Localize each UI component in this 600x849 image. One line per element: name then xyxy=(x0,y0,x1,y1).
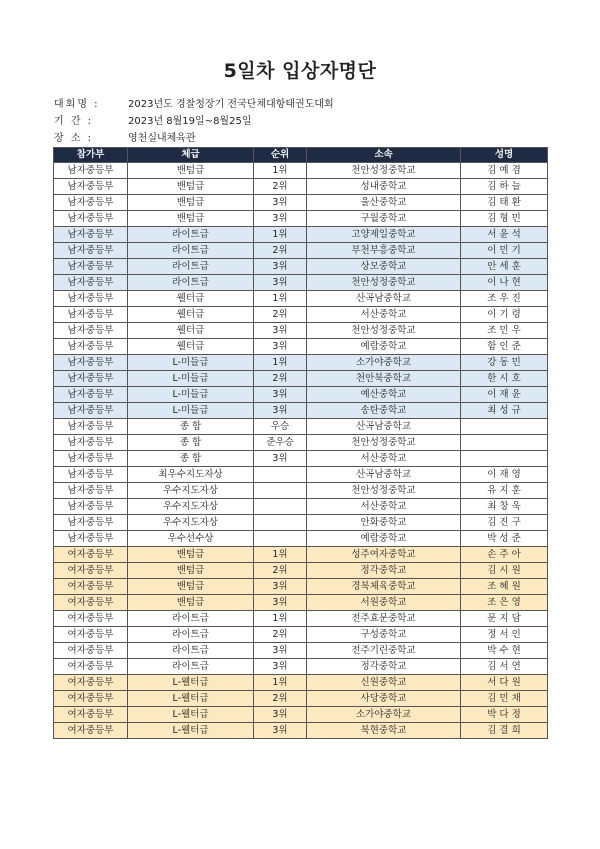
cell-rank: 2위 xyxy=(254,371,307,387)
cell-team: 서산중학교 xyxy=(307,307,461,323)
cell-division: 남자중등부 xyxy=(54,211,128,227)
table-row xyxy=(54,707,548,723)
cell-division: 남자중등부 xyxy=(54,243,128,259)
cell-rank: 1위 xyxy=(254,291,307,307)
cell-rank: 2위 xyxy=(254,627,307,643)
cell-team: 부천부흥중학교 xyxy=(307,243,461,259)
cell-team: 천안성정중학교 xyxy=(307,163,461,179)
cell-rank xyxy=(254,483,307,499)
cell-weight: 밴텀급 xyxy=(128,211,254,227)
cell-weight: 밴텀급 xyxy=(128,195,254,211)
cell-division: 남자중등부 xyxy=(54,419,128,435)
cell-team: 경북체육중학교 xyxy=(307,579,461,595)
cell-rank xyxy=(254,499,307,515)
cell-division: 여자중등부 xyxy=(54,691,128,707)
cell-weight: L-미들급 xyxy=(128,387,254,403)
cell-rank: 1위 xyxy=(254,547,307,563)
cell-team: 산곡남중학교 xyxy=(307,467,461,483)
info-row-venue xyxy=(54,130,334,147)
cell-team: 전주기린중학교 xyxy=(307,643,461,659)
cell-rank: 1위 xyxy=(254,227,307,243)
cell-rank: 1위 xyxy=(254,675,307,691)
table-row xyxy=(54,419,548,435)
table-row xyxy=(54,595,548,611)
cell-division: 여자중등부 xyxy=(54,611,128,627)
cell-rank: 3위 xyxy=(254,595,307,611)
page-title: 5일차 입상자명단 xyxy=(223,60,377,82)
cell-weight: L-웰터급 xyxy=(128,707,254,723)
cell-weight: L-웰터급 xyxy=(128,723,254,739)
table-row xyxy=(54,387,548,403)
cell-weight: 라이트급 xyxy=(128,227,254,243)
cell-division: 남자중등부 xyxy=(54,371,128,387)
cell-team: 소가야중학교 xyxy=(307,355,461,371)
table-row xyxy=(54,307,548,323)
table-row xyxy=(54,195,548,211)
cell-division: 여자중등부 xyxy=(54,707,128,723)
cell-rank: 3위 xyxy=(254,323,307,339)
cell-weight: 웰터급 xyxy=(128,291,254,307)
cell-division: 여자중등부 xyxy=(54,643,128,659)
cell-name: 조 혜 원 xyxy=(461,579,548,595)
column-header-division: 참가부 xyxy=(54,148,128,163)
column-header-rank: 순위 xyxy=(254,148,307,163)
cell-rank: 3위 xyxy=(254,707,307,723)
cell-team: 천안성정중학교 xyxy=(307,323,461,339)
cell-division: 남자중등부 xyxy=(54,291,128,307)
cell-division: 여자중등부 xyxy=(54,675,128,691)
cell-team: 안화중학교 xyxy=(307,515,461,531)
cell-rank: 3위 xyxy=(254,451,307,467)
cell-weight: 웰터급 xyxy=(128,307,254,323)
cell-rank: 준우승 xyxy=(254,435,307,451)
cell-team: 서산중학교 xyxy=(307,451,461,467)
cell-weight: 밴텀급 xyxy=(128,179,254,195)
cell-team: 성주여자중학교 xyxy=(307,547,461,563)
table-row xyxy=(54,659,548,675)
cell-weight: 종 합 xyxy=(128,435,254,451)
cell-name: 문 지 담 xyxy=(461,611,548,627)
cell-division: 남자중등부 xyxy=(54,307,128,323)
cell-division: 남자중등부 xyxy=(54,515,128,531)
table-row xyxy=(54,675,548,691)
cell-rank: 2위 xyxy=(254,563,307,579)
cell-division: 여자중등부 xyxy=(54,723,128,739)
cell-team: 서산중학교 xyxy=(307,499,461,515)
cell-division: 여자중등부 xyxy=(54,595,128,611)
cell-team: 산곡남중학교 xyxy=(307,419,461,435)
cell-division: 남자중등부 xyxy=(54,355,128,371)
cell-name: 정 서 인 xyxy=(461,627,548,643)
cell-team: 소가야중학교 xyxy=(307,707,461,723)
cell-rank: 3위 xyxy=(254,643,307,659)
table-row xyxy=(54,579,548,595)
table-row xyxy=(54,179,548,195)
cell-team: 예산중학교 xyxy=(307,387,461,403)
cell-rank xyxy=(254,515,307,531)
cell-weight: 라이트급 xyxy=(128,627,254,643)
table-row xyxy=(54,227,548,243)
cell-rank: 2위 xyxy=(254,307,307,323)
table-row xyxy=(54,339,548,355)
cell-name: 김 하 늘 xyxy=(461,179,548,195)
cell-division: 남자중등부 xyxy=(54,163,128,179)
cell-weight: 라이트급 xyxy=(128,659,254,675)
table-header-row xyxy=(54,148,548,163)
table-row xyxy=(54,723,548,739)
cell-name: 조 은 영 xyxy=(461,595,548,611)
table-row xyxy=(54,643,548,659)
cell-team: 예람중학교 xyxy=(307,339,461,355)
cell-name: 이 나 현 xyxy=(461,275,548,291)
info-label: 장 소 : xyxy=(54,133,94,144)
cell-name: 김 시 원 xyxy=(461,563,548,579)
cell-rank: 1위 xyxy=(254,163,307,179)
cell-rank: 3위 xyxy=(254,211,307,227)
cell-rank: 3위 xyxy=(254,387,307,403)
cell-rank: 우승 xyxy=(254,419,307,435)
cell-name: 이 재 영 xyxy=(461,467,548,483)
cell-name: 박 성 준 xyxy=(461,531,548,547)
cell-rank: 1위 xyxy=(254,611,307,627)
cell-name: 함 인 준 xyxy=(461,339,548,355)
cell-name: 김 서 연 xyxy=(461,659,548,675)
cell-division: 남자중등부 xyxy=(54,323,128,339)
results-table-body xyxy=(54,163,548,739)
table-row xyxy=(54,435,548,451)
cell-name: 조 민 우 xyxy=(461,323,548,339)
cell-name: 이 민 기 xyxy=(461,243,548,259)
cell-team: 전주효문중학교 xyxy=(307,611,461,627)
cell-name: 조 우 진 xyxy=(461,291,548,307)
table-row xyxy=(54,547,548,563)
cell-team: 천안성정중학교 xyxy=(307,435,461,451)
cell-team: 울산중학교 xyxy=(307,195,461,211)
cell-team: 예람중학교 xyxy=(307,531,461,547)
cell-team: 구월중학교 xyxy=(307,211,461,227)
cell-division: 여자중등부 xyxy=(54,547,128,563)
cell-division: 여자중등부 xyxy=(54,563,128,579)
results-table xyxy=(53,147,548,739)
cell-rank xyxy=(254,531,307,547)
cell-weight: L-웰터급 xyxy=(128,675,254,691)
cell-weight: 종 합 xyxy=(128,451,254,467)
table-row xyxy=(54,515,548,531)
cell-name: 김 민 채 xyxy=(461,691,548,707)
cell-name: 이 기 령 xyxy=(461,307,548,323)
cell-name: 김 형 민 xyxy=(461,211,548,227)
cell-name: 최 창 욱 xyxy=(461,499,548,515)
cell-name: 김 태 환 xyxy=(461,195,548,211)
cell-team: 서원중학교 xyxy=(307,595,461,611)
column-header-team: 소속 xyxy=(307,148,461,163)
cell-rank: 3위 xyxy=(254,723,307,739)
cell-division: 남자중등부 xyxy=(54,403,128,419)
table-row xyxy=(54,467,548,483)
cell-team: 성내중학교 xyxy=(307,179,461,195)
cell-rank: 3위 xyxy=(254,259,307,275)
cell-name: 손 주 아 xyxy=(461,547,548,563)
table-row xyxy=(54,403,548,419)
cell-team: 천안성정중학교 xyxy=(307,275,461,291)
table-row xyxy=(54,691,548,707)
cell-team: 신원중학교 xyxy=(307,675,461,691)
cell-name: 이 재 윤 xyxy=(461,387,548,403)
cell-weight: 웰터급 xyxy=(128,339,254,355)
cell-team: 구성중학교 xyxy=(307,627,461,643)
cell-weight: 밴텀급 xyxy=(128,579,254,595)
cell-division: 남자중등부 xyxy=(54,227,128,243)
cell-weight: 라이트급 xyxy=(128,259,254,275)
table-row xyxy=(54,275,548,291)
cell-division: 여자중등부 xyxy=(54,659,128,675)
cell-division: 남자중등부 xyxy=(54,275,128,291)
cell-weight: 라이트급 xyxy=(128,611,254,627)
cell-name: 최 성 규 xyxy=(461,403,548,419)
cell-division: 남자중등부 xyxy=(54,451,128,467)
table-row xyxy=(54,291,548,307)
cell-team: 송탄중학교 xyxy=(307,403,461,419)
cell-division: 남자중등부 xyxy=(54,179,128,195)
cell-division: 남자중등부 xyxy=(54,499,128,515)
cell-weight: 우수지도자상 xyxy=(128,515,254,531)
cell-division: 남자중등부 xyxy=(54,483,128,499)
cell-team: 천안북중학교 xyxy=(307,371,461,387)
cell-name: 김 진 구 xyxy=(461,515,548,531)
cell-name: 박 수 현 xyxy=(461,643,548,659)
cell-name xyxy=(461,451,548,467)
cell-weight: L-미들급 xyxy=(128,355,254,371)
cell-division: 여자중등부 xyxy=(54,627,128,643)
table-row xyxy=(54,211,548,227)
table-row xyxy=(54,163,548,179)
cell-weight: 종 합 xyxy=(128,419,254,435)
info-value: 2023년도 경찰청장기 전국단체대항태권도대회 xyxy=(128,99,334,110)
info-label: 대회명 : xyxy=(54,99,100,110)
cell-team: 북현중학교 xyxy=(307,723,461,739)
table-row xyxy=(54,483,548,499)
cell-name: 한 시 호 xyxy=(461,371,548,387)
table-row xyxy=(54,499,548,515)
cell-division: 남자중등부 xyxy=(54,195,128,211)
info-row-period xyxy=(54,113,334,130)
table-row xyxy=(54,259,548,275)
cell-team: 정각중학교 xyxy=(307,659,461,675)
cell-rank: 3위 xyxy=(254,579,307,595)
table-row xyxy=(54,371,548,387)
cell-team: 산곡남중학교 xyxy=(307,291,461,307)
cell-rank xyxy=(254,467,307,483)
info-value: 영천실내체육관 xyxy=(128,133,196,144)
cell-name: 안 세 훈 xyxy=(461,259,548,275)
cell-division: 남자중등부 xyxy=(54,435,128,451)
cell-weight: 밴텀급 xyxy=(128,563,254,579)
cell-division: 남자중등부 xyxy=(54,531,128,547)
cell-weight: L-미들급 xyxy=(128,403,254,419)
cell-weight: 밴텀급 xyxy=(128,163,254,179)
info-row-event xyxy=(54,96,334,113)
cell-name: 박 다 정 xyxy=(461,707,548,723)
cell-weight: 웰터급 xyxy=(128,323,254,339)
cell-rank: 3위 xyxy=(254,195,307,211)
table-row xyxy=(54,611,548,627)
cell-team: 상모중학교 xyxy=(307,259,461,275)
cell-weight: L-웰터급 xyxy=(128,691,254,707)
column-header-weight: 체급 xyxy=(128,148,254,163)
table-row xyxy=(54,627,548,643)
cell-weight: 우수선수상 xyxy=(128,531,254,547)
cell-weight: 우수지도자상 xyxy=(128,499,254,515)
cell-name xyxy=(461,419,548,435)
cell-rank: 2위 xyxy=(254,179,307,195)
table-row xyxy=(54,451,548,467)
cell-team: 고양제일중학교 xyxy=(307,227,461,243)
cell-name: 김 결 희 xyxy=(461,723,548,739)
cell-name: 서 다 원 xyxy=(461,675,548,691)
column-header-name: 성명 xyxy=(461,148,548,163)
cell-division: 남자중등부 xyxy=(54,259,128,275)
table-row xyxy=(54,243,548,259)
cell-weight: 라이트급 xyxy=(128,275,254,291)
cell-weight: 밴텀급 xyxy=(128,595,254,611)
cell-weight: 최우수지도자상 xyxy=(128,467,254,483)
cell-team: 사당중학교 xyxy=(307,691,461,707)
cell-team: 천안성정중학교 xyxy=(307,483,461,499)
cell-rank: 2위 xyxy=(254,243,307,259)
table-row xyxy=(54,323,548,339)
cell-rank: 3위 xyxy=(254,403,307,419)
cell-name: 강 동 민 xyxy=(461,355,548,371)
cell-rank: 3위 xyxy=(254,275,307,291)
table-row xyxy=(54,355,548,371)
cell-team: 정각중학교 xyxy=(307,563,461,579)
cell-name: 김 예 겸 xyxy=(461,163,548,179)
table-row xyxy=(54,531,548,547)
cell-division: 여자중등부 xyxy=(54,579,128,595)
info-value: 2023년 8월19일~8월25일 xyxy=(128,116,252,127)
cell-weight: 라이트급 xyxy=(128,643,254,659)
cell-rank: 3위 xyxy=(254,659,307,675)
info-label: 기 간 : xyxy=(54,116,94,127)
cell-rank: 1위 xyxy=(254,355,307,371)
cell-weight: 밴텀급 xyxy=(128,547,254,563)
cell-division: 남자중등부 xyxy=(54,467,128,483)
cell-weight: L-미들급 xyxy=(128,371,254,387)
cell-name xyxy=(461,435,548,451)
cell-weight: 우수지도자상 xyxy=(128,483,254,499)
cell-division: 남자중등부 xyxy=(54,339,128,355)
cell-weight: 라이트급 xyxy=(128,243,254,259)
event-info xyxy=(54,96,334,147)
cell-rank: 3위 xyxy=(254,339,307,355)
cell-rank: 2위 xyxy=(254,691,307,707)
cell-name: 서 윤 석 xyxy=(461,227,548,243)
table-row xyxy=(54,563,548,579)
cell-name: 유 지 훈 xyxy=(461,483,548,499)
cell-division: 남자중등부 xyxy=(54,387,128,403)
